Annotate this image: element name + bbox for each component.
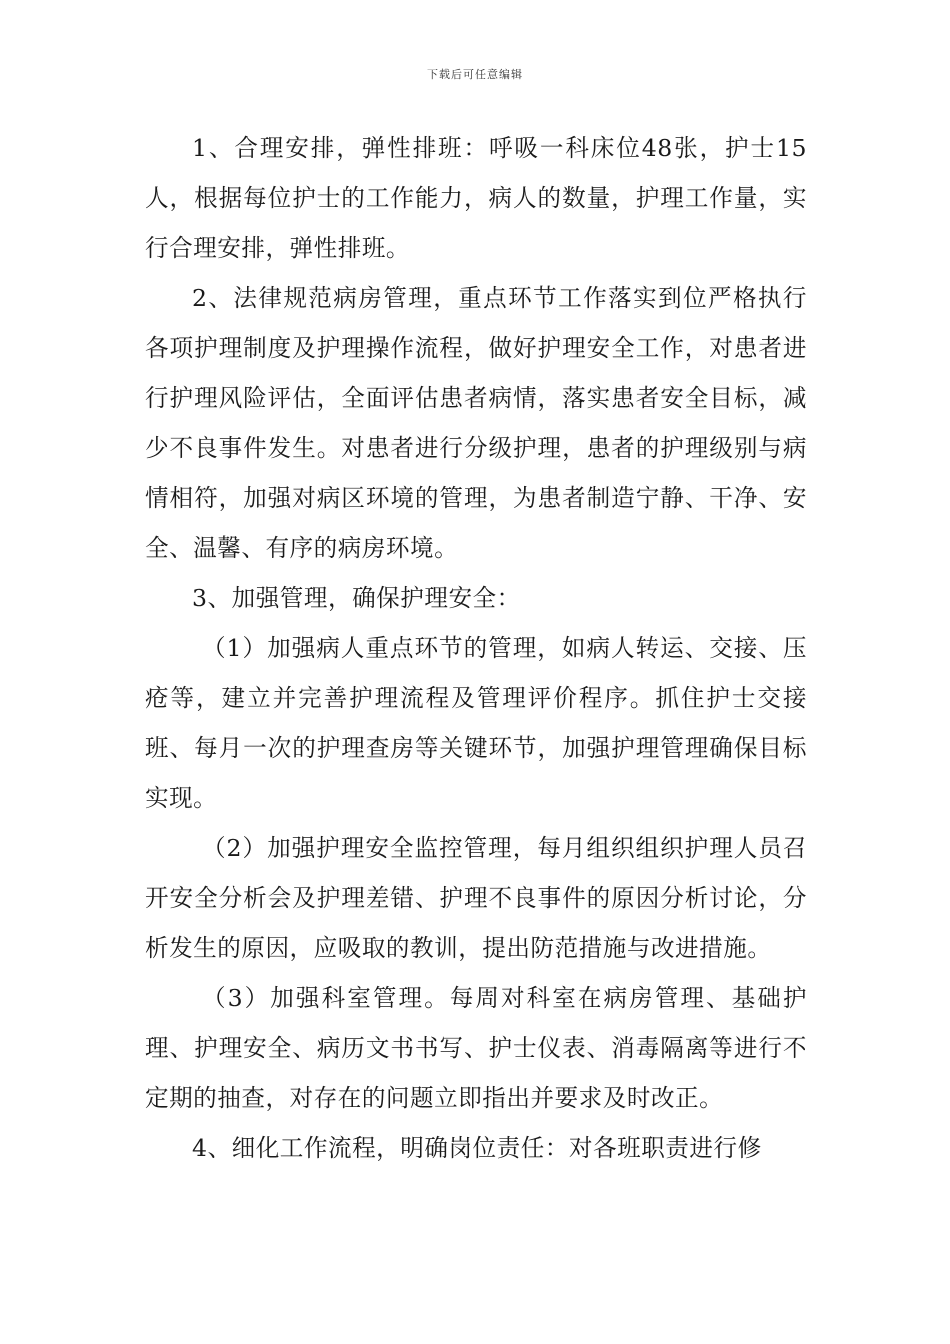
paragraph-4: 4、细化工作流程，明确岗位责任：对各班职责进行修: [192, 1134, 762, 1162]
paragraph-3-item-2: （2）加强护理安全监控管理，每月组织组织护理人员召开安全分析会及护理差错、护理不良事件的原因分析讨论，分析发生的原因，应吸取的教训，提出防范措施与改进措施。: [145, 834, 807, 962]
header-note: 下载后可任意编辑: [427, 68, 523, 81]
paragraph-1: 1、合理安排，弹性排班：呼吸一科床位48张，护士15人，根据每位护士的工作能力，病人的数量，护理工作量，实行合理安排，弹性排班。: [145, 134, 807, 262]
paragraph-2: 2、法律规范病房管理，重点环节工作落实到位严格执行各项护理制度及护理操作流程，做好护理安全工作，对患者进行护理风险评估，全面评估患者病情，落实患者安全目标，减少不良事件发生。对患者进行分级护理，患者的护理级别与病情相符，加强对病区环境的管理，为患者制造宁静、干净、安全、温馨、有序的病房环境。: [145, 284, 807, 562]
paragraph-3-item-3: （3）加强科室管理。每周对科室在病房管理、基础护理、护理安全、病历文书书写、护士仪表、消毒隔离等进行不定期的抽查，对存在的问题立即指出并要求及时改正。: [145, 984, 807, 1112]
paragraph-3-item-1: （1）加强病人重点环节的管理，如病人转运、交接、压疮等，建立并完善护理流程及管理评价程序。抓住护士交接班、每月一次的护理查房等关键环节，加强护理管理确保目标实现。: [145, 634, 807, 812]
document-body: [145, 123, 807, 1173]
paragraph-3: 3、加强管理，确保护理安全：: [192, 584, 521, 612]
